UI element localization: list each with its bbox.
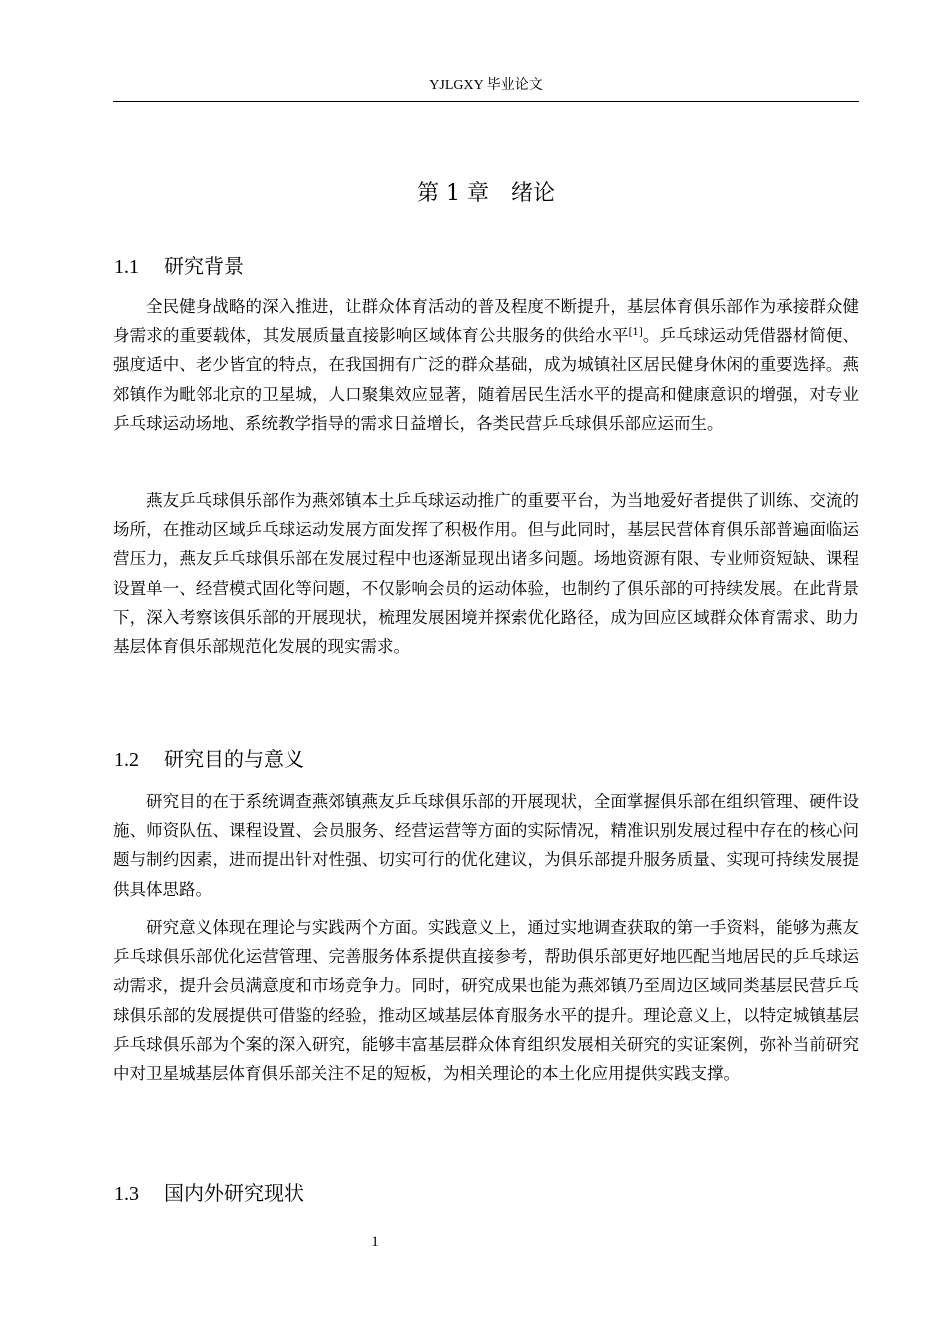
section-number: 1.3 xyxy=(114,1183,139,1205)
page-number: 1 xyxy=(371,1234,379,1250)
section-title: 研究目的与意义 xyxy=(164,747,304,771)
citation-marker: [1] xyxy=(628,327,643,339)
section-heading-1-2 xyxy=(114,745,304,774)
paragraph: 研究目的在于系统调查燕郊镇燕友乒乓球俱乐部的开展现状，全面掌握俱乐部在组织管理、硬件设施、师资队伍、课程设置、会员服务、经营运营等方面的实际情况，精准识别发展过程中存在的核心问题与制约因素，进而提出针对性强、切实可行的优化建议，为俱乐部提升服务质量、实现可持续发展提供具体思路。 xyxy=(113,792,859,899)
section-number: 1.2 xyxy=(114,749,139,771)
paragraph: 燕友乒乓球俱乐部作为燕郊镇本土乒乓球运动推广的重要平台，为当地爱好者提供了训练、交流的场所，在推动区域乒乓球运动发展方面发挥了积极作用。但与此同时，基层民营体育俱乐部普遍面临运营压力，燕友乒乓球俱乐部在发展过程中也逐渐显现出诸多问题。场地资源有限、专业师资短缺、课程设置单一、经营模式固化等问题，不仅影响会员的运动体验，也制约了俱乐部的可持续发展。在此背景下，深入考察该俱乐部的开展现状，梳理发展困境并探索优化路径，成为回应区域群众体育需求、助力基层体育俱乐部规范化发展的现实需求。 xyxy=(113,491,859,657)
header-text: YJLGXY 毕业论文 xyxy=(429,78,543,93)
paragraph: 全民健身战略的深入推进，让群众体育活动的普及程度不断提升，基层体育俱乐部作为承接群众健身需求的重要载体，其发展质量直接影响区域体育公共服务的供给水平[1]。乒乓球运动凭借器材简便、强度适中、老少皆宜的特点，在我国拥有广泛的群众基础，成为城镇社区居民健身休闲的重要选择。燕郊镇作为毗邻北京的卫星城，人口聚集效应显著，随着居民生活水平的提高和健康意识的增强，对专业乒乓球运动场地、系统教学指导的需求日益增长，各类民营乒乓球俱乐部应运而生。 xyxy=(113,297,860,433)
page-header xyxy=(113,76,859,102)
section-title: 研究背景 xyxy=(164,254,244,278)
paragraph: 研究意义体现在理论与实践两个方面。实践意义上，通过实地调查获取的第一手资料，能够为燕友乒乓球俱乐部优化运营管理、完善服务体系提供直接参考，帮助俱乐部更好地匹配当地居民的乒乓球运动需求，提升会员满意度和市场竞争力。同时，研究成果也能为燕郊镇乃至周边区域同类基层民营乒乓球俱乐部的发展提供可借鉴的经验，推动区域基层体育服务水平的提升。理论意义上，以特定城镇基层乒乓球俱乐部为个案的深入研究，能够丰富基层群众体育组织发展相关研究的实证案例，弥补当前研究中对卫星城基层体育俱乐部关注不足的短板，为相关理论的本土化应用提供实践支撑。 xyxy=(113,918,859,1084)
section-title: 国内外研究现状 xyxy=(164,1181,304,1205)
section-heading-1-1 xyxy=(114,252,244,281)
chapter-title xyxy=(113,178,859,210)
section-heading-1-3 xyxy=(114,1179,304,1208)
chapter-number: 第 1 章 xyxy=(417,181,489,206)
section-number: 1.1 xyxy=(114,256,139,278)
chapter-name: 绪论 xyxy=(510,181,555,206)
